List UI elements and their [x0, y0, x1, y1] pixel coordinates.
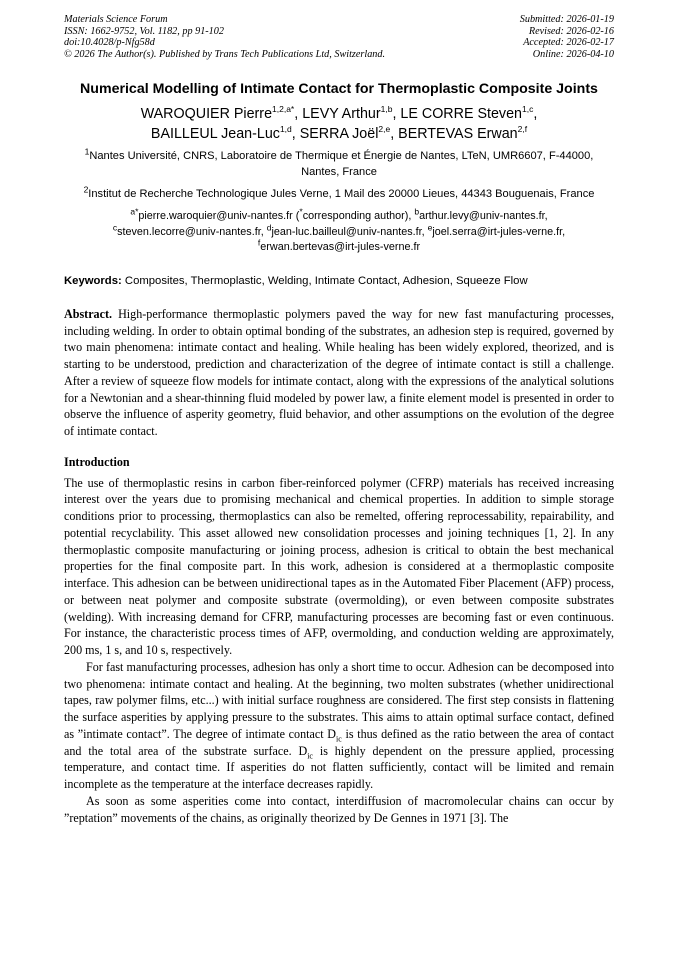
paper-page [64, 14, 614, 826]
author-name: BERTEVAS Erwan [398, 126, 518, 143]
affiliation-superscript: 2 [83, 184, 89, 195]
journal-name: Materials Science Forum [64, 14, 168, 25]
email-superscript: d [266, 222, 272, 233]
email-link[interactable]: erwan.bertevas@irt-jules-verne.fr [260, 241, 421, 254]
author-separator: , [291, 126, 300, 143]
subscript: ic [336, 734, 342, 744]
paragraph: The use of thermoplastic resins in carbon fiber-reinforced polymer (CFRP) materials has received increasing interest over the years due to promising mechanical and chemical properties. In addition to simple storage conditions prior to processing, thermoplastics can also be remelted, offering reprocessability, repairability, and potential recyclability. This asset allowed new consolidation processes and joining techniques [1, 2]. In any thermoplastic composite manufacturing or joining process, adhesion is critical to obtain the best mechanical properties for the final composite part. In this work, adhesion is considered at a thermoplastic composite interface. This adhesion can be between unidirectional tapes as in the Automated Fiber Placement (AFP) process, or between neat polymer and composite substrate (overmolding), or even between composite substrates (welding). With increasing demand for CFRP, manufacturing processes are becoming fast or even continuous. For instance, the characteristic process times of AFP, overmolding, and conduction welding are approximately, 200 ms, 1 s, and 10 s, respectively. [64, 475, 614, 658]
email-line-1 [64, 206, 614, 225]
introduction-body [64, 475, 614, 827]
affiliation-text: Institut de Recherche Technologique Jules Verne, 1 Mail des 20000 Lieues, 44343 Bouguenais, France [88, 188, 595, 201]
author-superscript: 1,b [380, 104, 393, 115]
date-revised: Revised: 2026-02-16 [528, 25, 614, 37]
paragraph-text: is thus defined as the ratio between the area of contact and the total area of the substrate surface. D [64, 726, 614, 758]
email-link[interactable]: joel.serra@irt-jules-verne.fr, [432, 225, 566, 238]
affiliation-1 [64, 148, 614, 180]
author-line-1 [64, 104, 614, 124]
email-line-3 [64, 237, 614, 256]
affiliation-superscript: 1 [84, 146, 90, 157]
affiliation-2 [64, 186, 614, 202]
author-name: BAILLEUL Jean-Luc [150, 126, 280, 143]
journal-header [64, 14, 614, 60]
author-emails [64, 206, 614, 256]
author-name: SERRA Joël [299, 126, 379, 143]
paragraph-text: is highly dependent on the pressure applied, processing temperature, and contact time. If asperities do not flatten sufficiently, contact will be limited and remain incomplete as the temperature at the interface decreases rapidly. [64, 743, 614, 792]
corresponding-note: corresponding author), [302, 210, 415, 223]
author-separator: , [392, 106, 401, 123]
email-link[interactable]: jean-luc.bailleul@univ-nantes.fr, [271, 225, 428, 238]
affiliation-text: Nantes Université, CNRS, Laboratoire de Thermique et Énergie de Nantes, LTeN, UMR6607, F-44000, Nantes, France [89, 150, 594, 179]
author-separator: , [533, 106, 538, 123]
subscript: ic [307, 751, 313, 761]
author-list [64, 104, 614, 144]
author-separator: , [294, 106, 303, 123]
author-line-2 [64, 124, 614, 144]
keywords-label: Keywords: [64, 274, 122, 287]
paper-title: Numerical Modelling of Intimate Contact for Thermoplastic Composite Joints [80, 81, 598, 98]
author-name: LE CORRE Steven [400, 106, 522, 123]
email-link[interactable]: steven.lecorre@univ-nantes.fr, [117, 225, 267, 238]
paragraph-text: For fast manufacturing processes, adhesion has only a short time to occur. Adhesion can be decomposed into two phenomena: intimate contact and healing. At the beginning, two molten substrates (whether unidirectional tapes, raw polymer films, etc...) with initial surface roughness are considered. The first step consists in flattening the surface asperities by applying pressure to the substrates. This aims to attain optimal surface contact, defined as ”intimate contact”. The degree of intimate contact D [64, 659, 614, 741]
author-superscript: 1,d [279, 124, 292, 135]
keywords-text: Composites, Thermoplastic, Welding, Intimate Contact, Adhesion, Squeeze Flow [121, 274, 528, 287]
email-superscript: f [257, 237, 261, 248]
email-link[interactable]: arthur.levy@univ-nantes.fr, [419, 210, 548, 223]
abstract [64, 306, 614, 440]
email-link[interactable]: pierre.waroquier@univ-nantes.fr ( [138, 210, 300, 223]
date-online: Online: 2026-04-10 [532, 48, 614, 60]
author-superscript: 2,f [517, 124, 528, 135]
journal-doi: doi:10.4028/p-Nfg58d [64, 37, 155, 49]
author-separator: , [390, 126, 399, 143]
author-superscript: 1,c [521, 104, 534, 115]
paragraph: As soon as some asperities come into contact, interdiffusion of macromolecular chains can occur by ”reptation” movements of the chains, as originally theorized by De Gennes in 1971 [3]. The [64, 793, 614, 825]
author-name: LEVY Arthur [302, 106, 381, 123]
email-superscript: b [414, 206, 420, 217]
journal-copyright: © 2026 The Author(s). Published by Trans Tech Publications Ltd, Switzerland. [64, 48, 386, 60]
date-accepted: Accepted: 2026-02-17 [523, 37, 614, 49]
abstract-text: High-performance thermoplastic polymers paved the way for new fast manufacturing processes, including welding. In order to obtain optimal bonding of the substrates, an adhesion step is required, governed by two main phenomena: intimate contact and healing. While healing has been widely explored, theorized, and is starting to be understood, prediction and characterization of the degree of intimate contact is still a challenge. After a review of squeeze flow models for intimate contact, along with the expressions of the analytical solutions for a Newtonian and a shear-thinning fluid modeled by power law, a finite element model is presented in order to observe the influence of asperity geometry, fluid behavior, and other assumptions on the evolution of the degree of intimate contact. [64, 306, 614, 439]
email-superscript: a* [130, 206, 139, 217]
section-heading-introduction: Introduction [64, 454, 130, 469]
journal-info [64, 14, 385, 60]
submission-dates [520, 14, 614, 60]
date-submitted: Submitted: 2026-01-19 [519, 14, 614, 25]
email-line-2 [64, 222, 614, 241]
email-superscript: * [299, 206, 303, 217]
abstract-label: Abstract. [64, 306, 113, 321]
author-name: WAROQUIER Pierre [140, 106, 273, 123]
email-superscript: c [112, 222, 118, 233]
keywords [64, 273, 614, 289]
email-superscript: e [427, 222, 433, 233]
paragraph [64, 659, 614, 793]
journal-issn: ISSN: 1662-9752, Vol. 1182, pp 91-102 [64, 25, 224, 37]
author-superscript: 2,e [378, 124, 391, 135]
author-superscript: 1,2,a* [272, 104, 295, 115]
